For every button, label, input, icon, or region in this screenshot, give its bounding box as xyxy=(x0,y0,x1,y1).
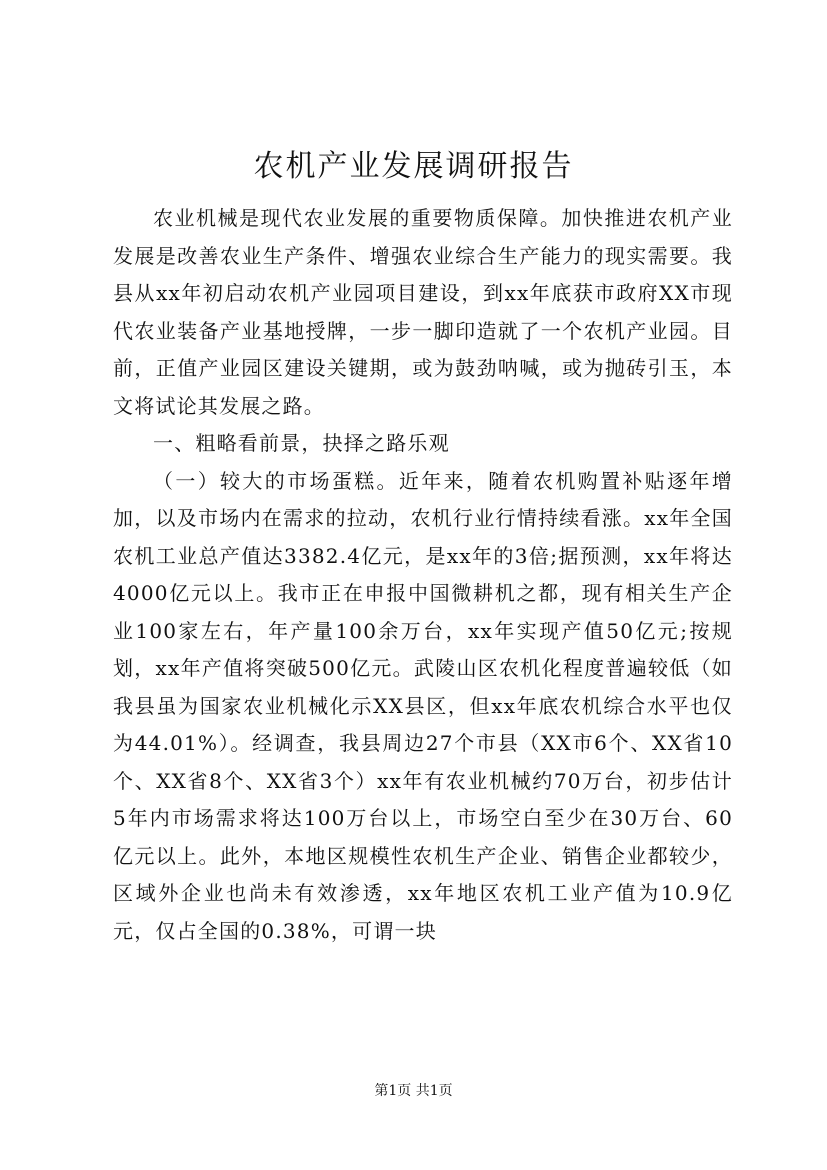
intro-paragraph: 农业机械是现代农业发展的重要物质保障。加快推进农机产业发展是改善农业生产条件、增强农业综合生产能力的现实需要。我县从xx年初启动农机产业园项目建设，到xx年底获市政府XX市现代农业装备产业基地授牌，一步一脚印造就了一个农机产业园。目前，正值产业园区建设关键期，或为鼓劲呐喊，或为抛砖引玉，本文将试论其发展之路。 xyxy=(113,206,733,418)
market-paragraph: （一）较大的市场蛋糕。近年来，随着农机购置补贴逐年增加，以及市场内在需求的拉动，农机行业行情持续看涨。xx年全国农机工业总产值达3382.4亿元，是xx年的3倍;据预测，xx年将达4000亿元以上。我市正在申报中国微耕机之都，现有相关生产企业100家左右，年产量100余万台，xx年实现产值50亿元;按规划，xx年产值将突破500亿元。武陵山区农机化程度普遍较低（如我县虽为国家农业机械化示XX县区，但xx年底农机综合水平也仅为44.01%）。经调查，我县周边27个市县（XX市6个、XX省10个、XX省8个、XX省3个）xx年有农业机械约70万台，初步估计5年内市场需求将达100万台以上，市场空白至少在30万台、60亿元以上。此外，本地区规模性农机生产企业、销售企业都较少，区域外企业也尚未有效渗透，xx年地区农机工业产值为10.9亿元，仅占全国的0.38%，可谓一块 xyxy=(113,468,733,943)
section-heading: 一、粗略看前景，抉择之路乐观 xyxy=(153,431,450,455)
page-footer: 第1页 共1页 xyxy=(374,1083,453,1099)
document-body xyxy=(113,200,733,950)
document-title: 农机产业发展调研报告 xyxy=(253,149,574,184)
